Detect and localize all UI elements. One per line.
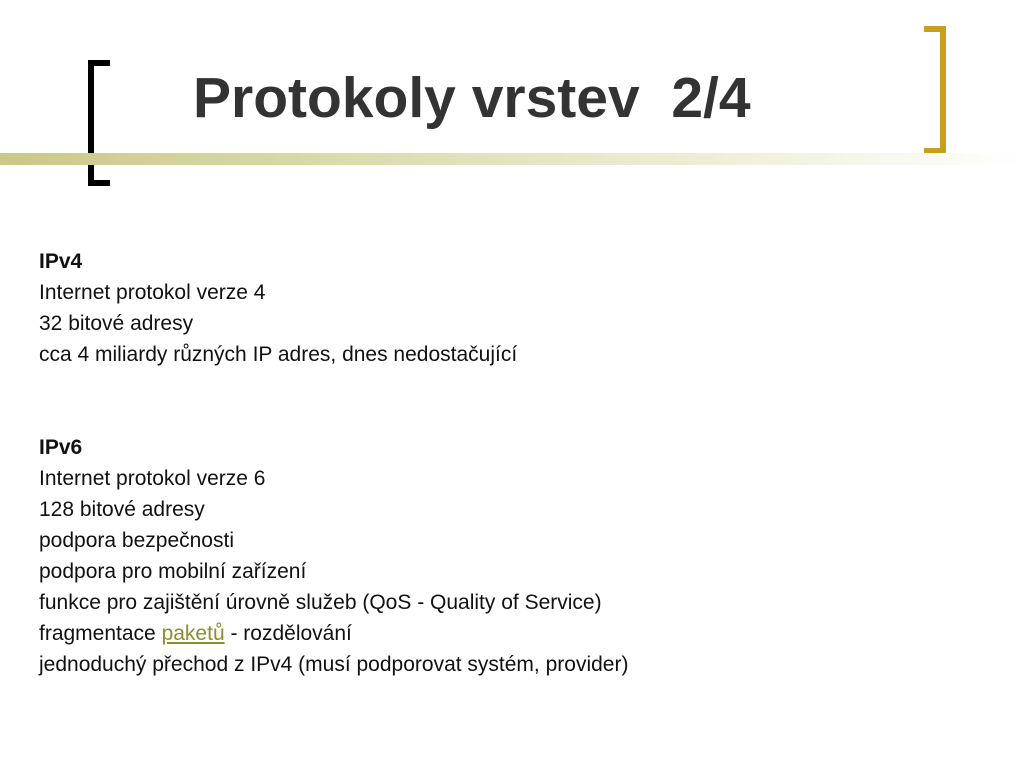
ipv6-line: 128 bitové adresy	[39, 498, 205, 521]
ipv6-fragmentation-line	[39, 618, 979, 649]
ipv4-line: cca 4 miliardy různých IP adres, dnes nedostačující	[39, 343, 518, 366]
ipv6-line: podpora pro mobilní zařízení	[39, 560, 307, 583]
ipv4-heading: IPv4	[39, 250, 83, 273]
left-bracket-decoration	[88, 60, 110, 186]
ipv6-line: funkce pro zajištění úrovně služeb (QoS - Quality of Service)	[39, 591, 602, 614]
ipv6-line: jednoduchý přechod z IPv4 (musí podporovat systém, provider)	[39, 653, 629, 676]
ipv6-line: Internet protokol verze 6	[39, 467, 266, 490]
ipv6-section	[39, 432, 979, 680]
title-accent-bar	[0, 153, 1024, 165]
slide-title: Protokoly vrstev 2/4	[193, 66, 751, 130]
ipv4-line: 32 bitové adresy	[39, 312, 194, 335]
ipv6-line: podpora bezpečnosti	[39, 529, 234, 552]
right-bracket-decoration	[924, 26, 946, 154]
fragmentation-suffix: - rozdělování	[224, 622, 352, 645]
ipv4-section	[39, 246, 979, 370]
slide-body	[39, 246, 979, 680]
fragmentation-prefix: fragmentace	[39, 622, 162, 645]
pakety-link[interactable]: paketů	[161, 622, 225, 645]
ipv4-line: Internet protokol verze 4	[39, 281, 266, 304]
ipv6-heading: IPv6	[39, 436, 83, 459]
